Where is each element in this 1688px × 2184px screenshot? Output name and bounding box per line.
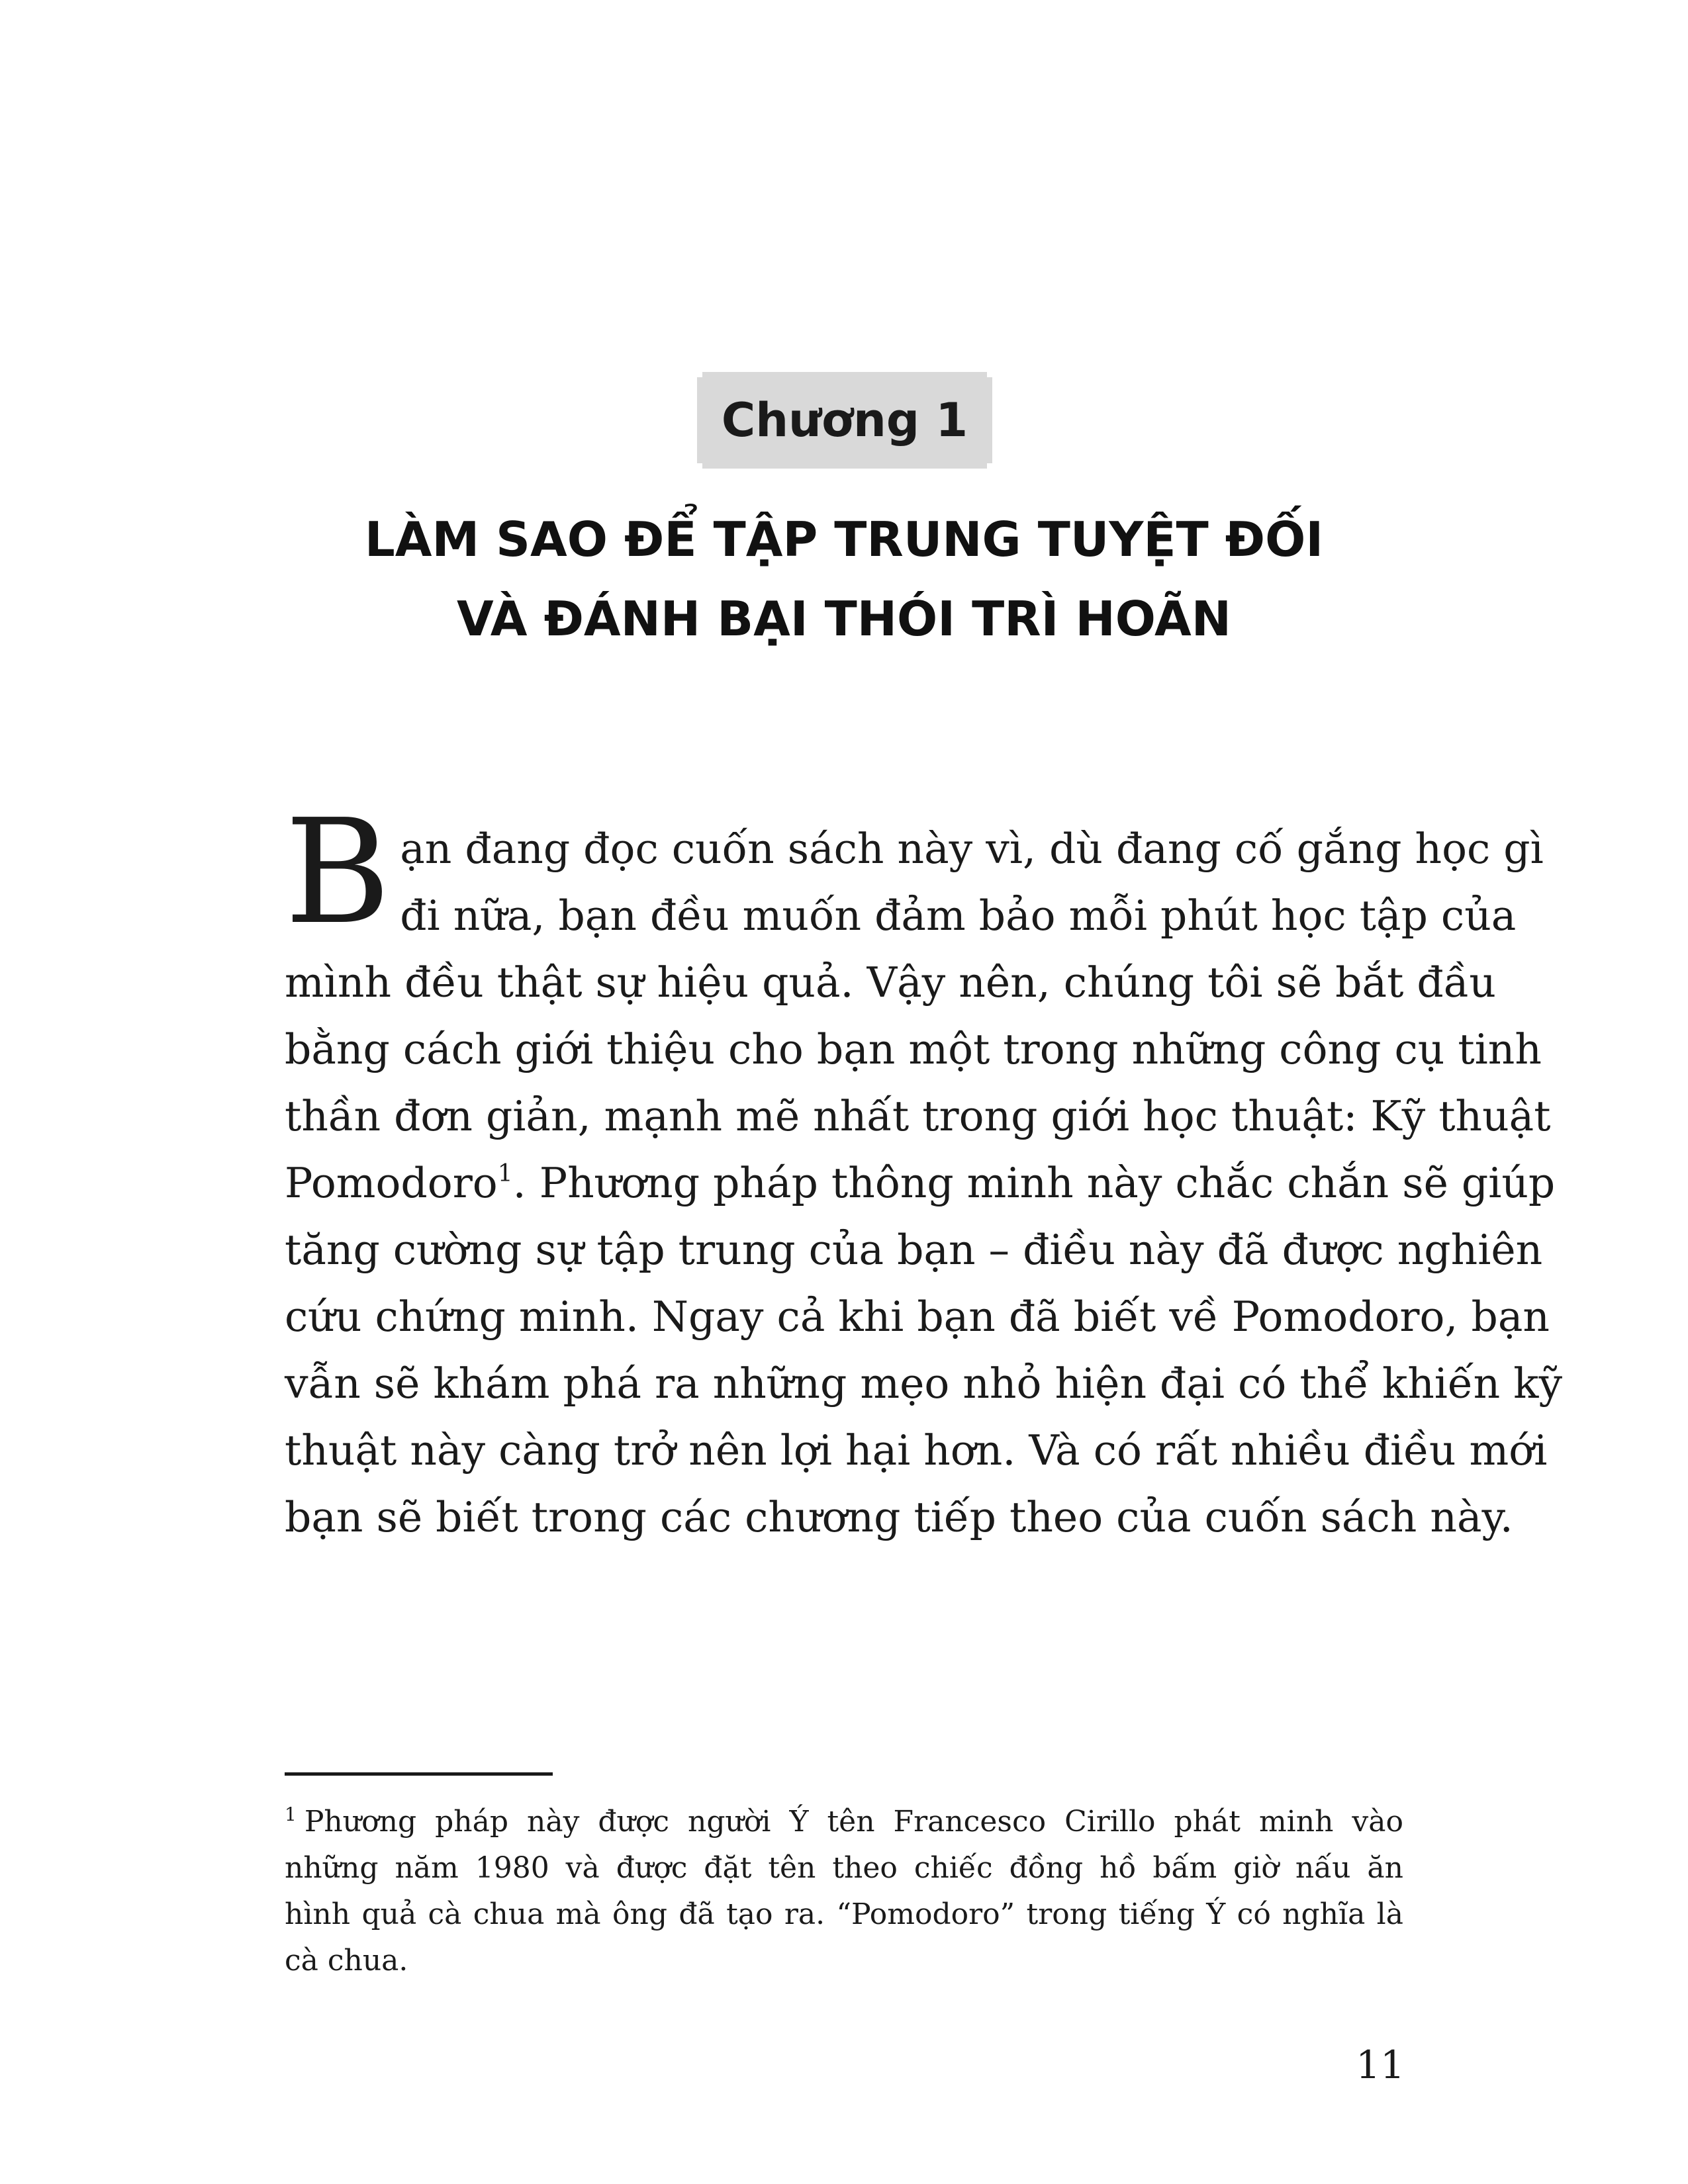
body-line: thuật này càng trở nên lợi hại hơn. Và có rất nhiều điều mới: [285, 1426, 1548, 1475]
body-line: mình đều thật sự hiệu quả. Vậy nên, chúng tôi sẽ bắt đầu: [285, 958, 1496, 1007]
footnote-line: hình quả cà chua mà ông đã tạo ra. “Pomodoro” trong tiếng Ý có nghĩa là: [285, 1897, 1403, 1931]
footnote-line: cà chua.: [285, 1944, 408, 1978]
footnote: [285, 1799, 1403, 1984]
drop-cap: B: [285, 789, 391, 956]
chapter-title-line: VÀ ĐÁNH BẠI THÓI TRÌ HOÃN: [456, 591, 1232, 647]
footnote-line: những năm 1980 và được đặt tên theo chiếc đồng hồ bấm giờ nấu ăn: [285, 1851, 1403, 1885]
footnote-line-text: Phương pháp này được người Ý tên Francesco Cirillo phát minh vào: [304, 1805, 1403, 1839]
body-line: bạn sẽ biết trong các chương tiếp theo của cuốn sách này.: [285, 1493, 1513, 1541]
chapter-badge: [697, 372, 992, 469]
page-number: 11: [1356, 2042, 1405, 2087]
body-paragraph: [285, 789, 1563, 1551]
chapter-title-line: LÀM SAO ĐỂ TẬP TRUNG TUYỆT ĐỐI: [364, 512, 1324, 567]
body-line: tăng cường sự tập trung của bạn – điều này đã được nghiên: [285, 1226, 1543, 1274]
chapter-title: [199, 500, 1489, 659]
body-line-text: Pomodoro: [285, 1159, 498, 1207]
body-line: ạn đang đọc cuốn sách này vì, dù đang cố gắng học gì: [400, 825, 1544, 873]
body-line-text: . Phương pháp thông minh này chắc chắn sẽ giúp: [512, 1159, 1556, 1207]
footnote-marker: 1: [285, 1803, 297, 1825]
footnote-divider: [285, 1772, 553, 1776]
body-line: [285, 1150, 1556, 1216]
body-line: thần đơn giản, mạnh mẽ nhất trong giới học thuật: Kỹ thuật: [285, 1092, 1551, 1140]
body-line: bằng cách giới thiệu cho bạn một trong những công cụ tinh: [285, 1025, 1542, 1073]
body-line: cứu chứng minh. Ngay cả khi bạn đã biết về Pomodoro, bạn: [285, 1293, 1550, 1341]
footnote-line: [285, 1799, 1403, 1845]
chapter-number-label: Chương 1: [721, 393, 968, 447]
footnote-reference: 1: [497, 1160, 513, 1187]
body-line: đi nữa, bạn đều muốn đảm bảo mỗi phút học tập của: [400, 891, 1517, 940]
body-line: vẫn sẽ khám phá ra những mẹo nhỏ hiện đại có thể khiến kỹ: [285, 1359, 1563, 1408]
